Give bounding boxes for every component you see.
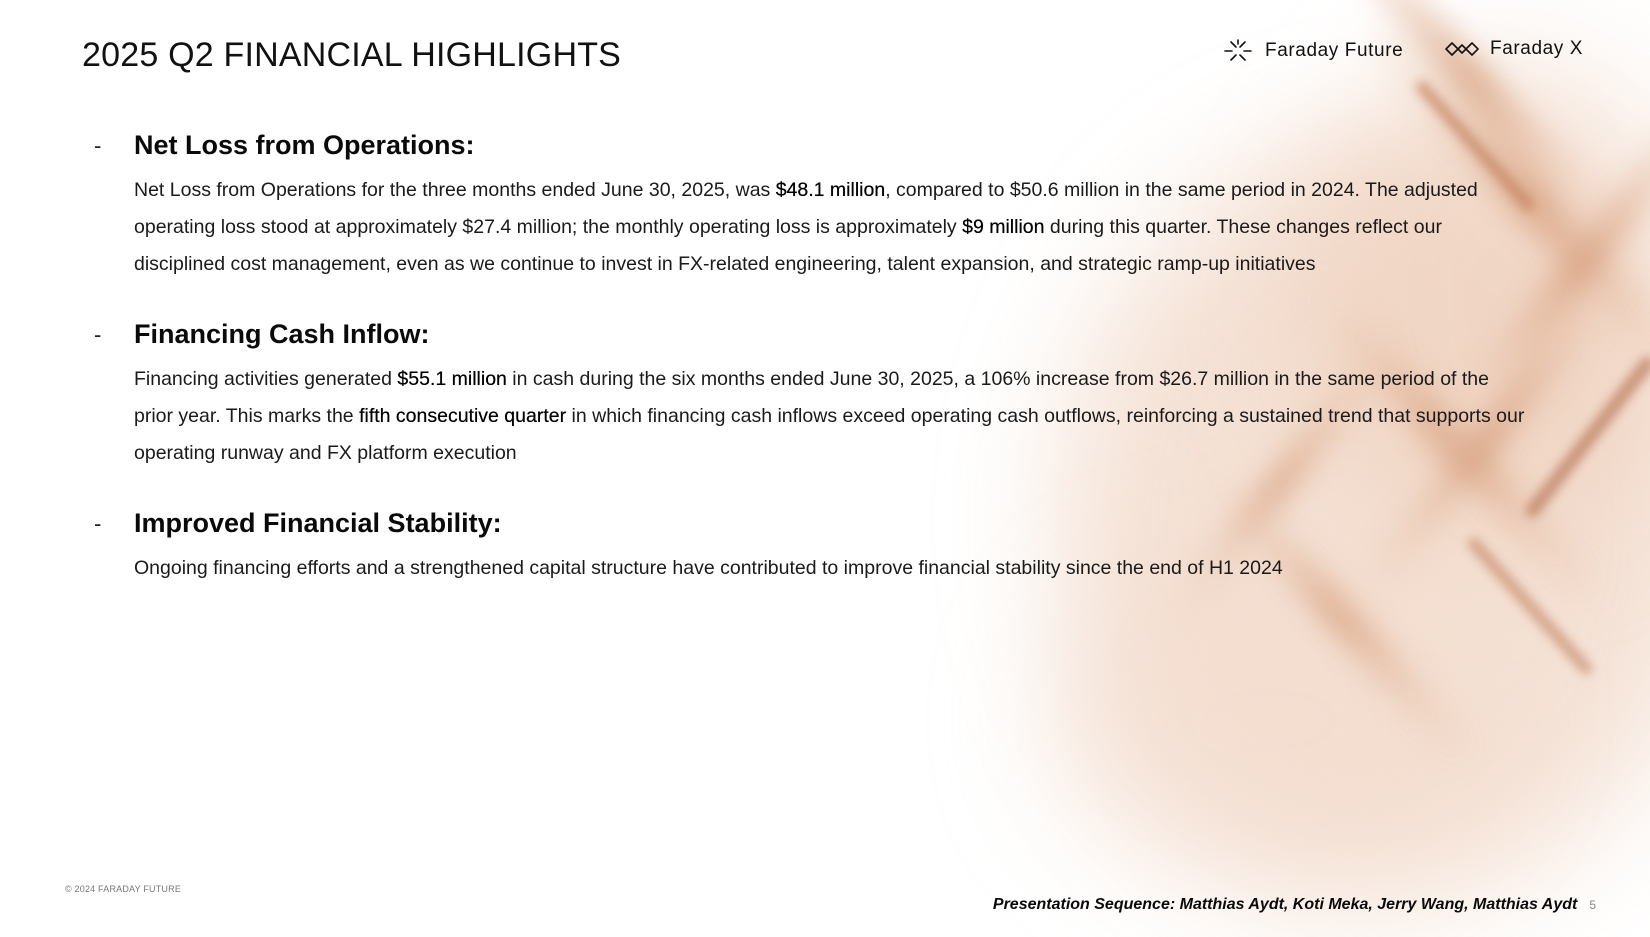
emphasis-value: $48.1 million [775,179,886,201]
section-body [134,172,1530,283]
section-financial-stability [90,506,1530,587]
page-number: 5 [1589,898,1596,912]
emphasis-value: $9 million [962,216,1045,238]
faraday-future-label: Faraday Future [1265,40,1404,61]
faraday-x-logo [1444,38,1583,60]
section-net-loss [90,128,1530,283]
body-text: in cash during the six months ended June 30, 2025, a 106% increase from $26.7 million in the same period of the prior year. This marks the [134,368,1489,427]
bullet-dash: - [94,322,102,347]
bullet-dash: - [94,133,102,158]
body-text: Net Loss from Operations for the three months ended June 30, 2025, was [134,179,776,201]
body-text: in which financing cash inflows exceed operating cash outflows, reinforcing a sustained trend that supports our operating runway and FX platform execution [134,405,1525,464]
body-text: , compared to $50.6 million in the same period in 2024. The adjusted operating loss stood at approximately $27.4 million; the monthly operating loss is approximately [134,179,1478,238]
bullet-dash: - [94,511,102,536]
fx-mark-icon [1444,38,1480,60]
presentation-sequence-text: Presentation Sequence: Matthias Aydt, Koti Meka, Jerry Wang, Matthias Aydt [992,896,1578,913]
slide-title: 2025 Q2 FINANCIAL HIGHLIGHTS [82,36,622,74]
section-body [134,361,1530,472]
emphasis-value: fifth consecutive quarter [359,405,567,427]
emphasis-value: $55.1 million [397,368,507,390]
section-heading: Net Loss from Operations: [134,130,475,160]
body-text: Ongoing financing efforts and a strengthened capital structure have contributed to improve financial stability since the end of H1 2024 [134,557,1283,579]
presentation-sequence [993,896,1596,914]
section-financing-cash [90,317,1530,472]
section-heading: Financing Cash Inflow: [134,319,430,349]
highlights-list [90,128,1530,621]
body-text: during this quarter. These changes reflect our disciplined cost management, even as we continue to invest in FX-related engineering, talent expansion, and strategic ramp-up initiatives [134,216,1442,275]
body-text: Financing activities generated [134,368,398,390]
faraday-x-label: Faraday X [1490,38,1584,59]
faraday-future-logo [1221,38,1403,64]
section-body [134,550,1530,587]
ff-mark-icon [1221,38,1255,64]
copyright-notice: © 2024 FARADAY FUTURE [65,884,182,894]
section-heading: Improved Financial Stability: [134,508,502,538]
